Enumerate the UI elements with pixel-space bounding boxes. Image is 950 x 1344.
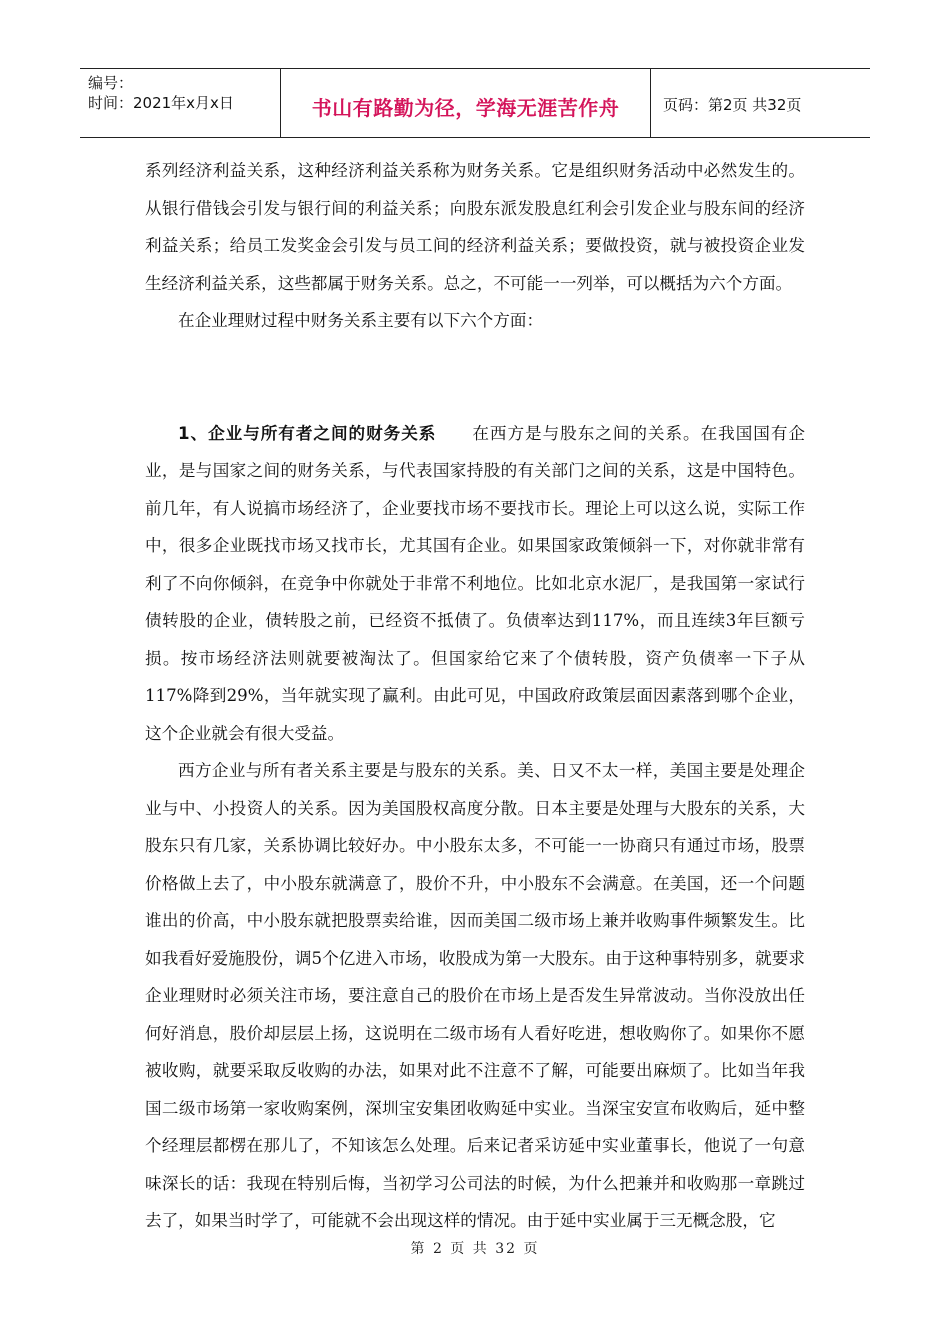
document-number-label: 编号： [88, 74, 134, 92]
page-footer: 第 2 页 共 32 页 [410, 1241, 540, 1257]
paragraph: 在企业理财过程中财务关系主要有以下六个方面： [178, 311, 544, 330]
section-text: 在西方是与股东之间的关系。在我国国有企业，是与国家之间的财务关系，与代表国家持股的有关部门之间的关系，这是中国特色。前几年，有人说搞市场经济了，企业要找市场不要找市长。理论上可以这么说，实际工作中，很多企业既找市场又找市长，尤其国有企业。如果国家政策倾斜一下，对你就非常有利了不向你倾斜，在竞争中你就处于非常不利地位。比如北京水泥厂，是我国第一家试行债转股的企业，债转股之前，已经资不抵债了。负债率达到117%，而且连续3年巨额亏损。按市场经济法则就要被淘汰了。但国家给它来了个债转股，资产负债率一下子从117%降到29%，当年就实现了赢利。由此可见，中国政府政策层面因素落到哪个企业，这个企业就会有很大受益。 [145, 423, 806, 743]
document-body [145, 152, 805, 1240]
paragraph: 西方企业与所有者关系主要是与股东的关系。美、日又不太一样，美国主要是处理企业与中、小投资人的关系。因为美国股权高度分散。日本主要是处理与大股东的关系，大股东只有几家，关系协调比较好办。中小股东太多，不可能一一协商只有通过市场，股票价格做上去了，中小股东就满意了，股价不升，中小股东不会满意。在美国，还一个问题谁出的价高，中小股东就把股票卖给谁，因而美国二级市场上兼并收购事件频繁发生。比如我看好爱施股份，调5个亿进入市场，收股成为第一大股东。由于这种事特别多，就要求企业理财时必须关注市场，要注意自己的股价在市场上是否发生异常波动。当你没放出任何好消息，股价却层层上扬，这说明在二级市场有人看好吃进，想收购你了。如果你不愿被收购，就要采取反收购的办法，如果对此不注意不了解，可能要出麻烦了。比如当年我国二级市场第一家收购案例，深圳宝安集团收购延中实业。当深宝安宣布收购后，延中整个经理层都楞在那儿了，不知该怎么处理。后来记者采访延中实业董事长，他说了一句意味深长的话：我现在特别后悔，当初学习公司法的时候，为什么把兼并和收购那一章跳过去了，如果当时学了，可能就不会出现这样的情况。由于延中实业属于三无概念股，它 [145, 761, 805, 1230]
blank-space [145, 340, 805, 415]
header-meta [80, 69, 281, 137]
page-header [80, 68, 870, 138]
section-paragraph [145, 415, 805, 753]
section-heading: 1、企业与所有者之间的财务关系 [178, 423, 437, 443]
header-page-number: 页码：第2页 共32页 [663, 95, 802, 114]
paragraph: 系列经济利益关系，这种经济利益关系称为财务关系。它是组织财务活动中必然发生的。从银行借钱会引发与银行间的利益关系；向股东派发股息红利会引发企业与股东间的经济利益关系；给员工发奖金会引发与员工间的经济利益关系；要做投资，就与被投资企业发生经济利益关系，这些都属于财务关系。总之，不可能一一列举，可以概括为六个方面。 [145, 161, 805, 293]
document-date-label: 时间：2021年x月x日 [88, 94, 234, 112]
header-motto: 书山有路勤为径，学海无涯苦作舟 [281, 69, 651, 137]
